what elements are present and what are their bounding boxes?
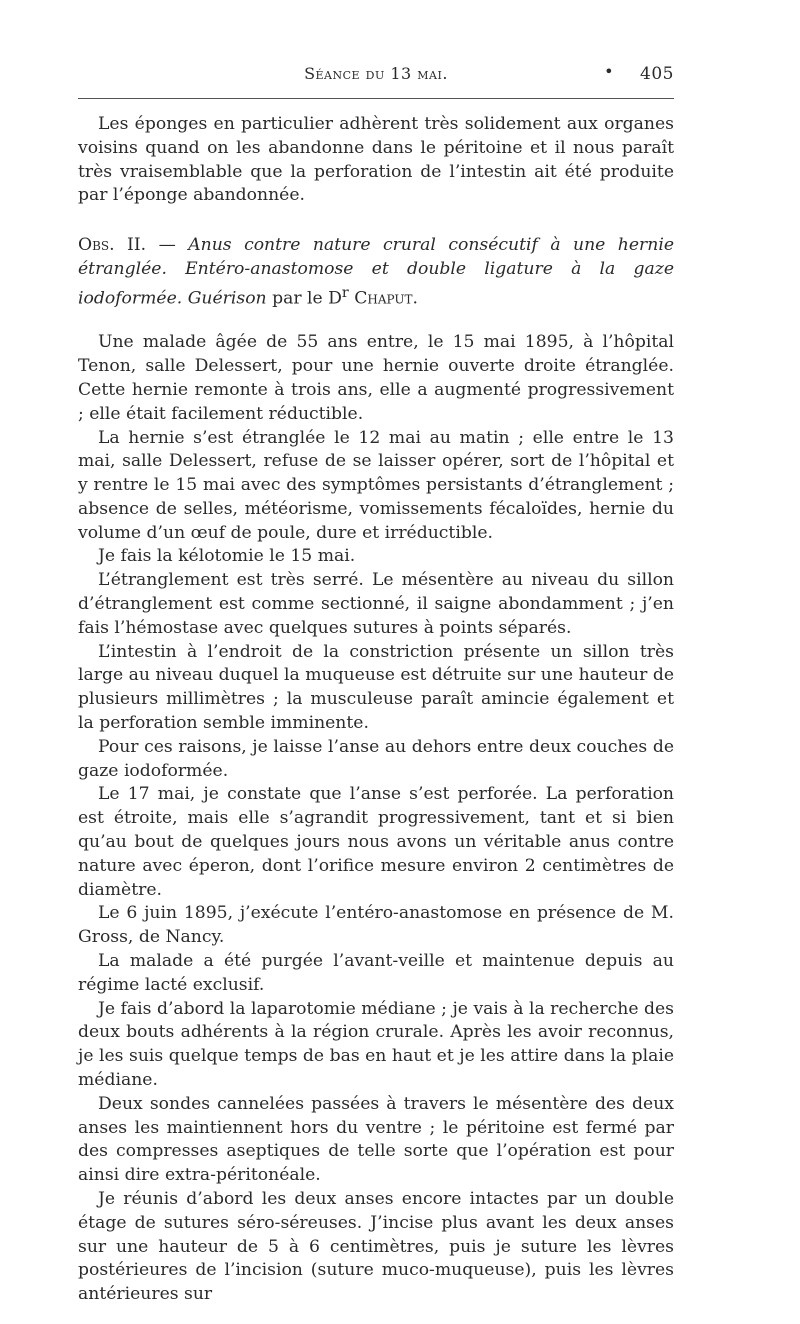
case-body: [78, 331, 674, 1307]
observation-label: Obs. II. —: [78, 235, 176, 256]
body-paragraph: L’étranglement est très serré. Le mésentère au niveau du sillon d’étranglement est comme sectionné, il saigne abondamment ; j’en fais l’hémostase avec quelques sutures à points séparés.: [78, 570, 674, 638]
body-paragraph: Le 17 mai, je constate que l’anse s’est perforée. La perforation est étroite, mais elle s’agrandit progressivement, tant et si bien qu’au bout de quelques jours nous avons un véritable anus contre nature avec éperon, dont l’orifice mesure environ 2 centimètres de diamètre.: [78, 784, 674, 900]
body-paragraph: Je réunis d’abord les deux anses encore intactes par un double étage de sutures séro-séreuses. J’incise plus avant les deux anses sur une hauteur de 5 à 6 centimètres, puis je suture les lèvres postérieures de l’incision (suture muco-muqueuse), puis les lèvres antérieures sur: [78, 1189, 674, 1305]
observation-author: Chaput.: [354, 288, 418, 309]
body-paragraph: Pour ces raisons, je laisse l’anse au dehors entre deux couches de gaze iodoformée.: [78, 736, 674, 781]
intro-paragraph: Les éponges en particulier adhèrent très solidement aux organes voisins quand on les abandonne dans le péritoine et il nous paraît très vraisemblable que la perforation de l’intestin ait été produite par l’éponge abandonnée.: [78, 114, 674, 206]
body-paragraph: Deux sondes cannelées passées à travers le mésentère des deux anses les maintiennent hors du ventre ; le péritoine est fermé par des compresses aseptiques de telle sorte que l’opération est pour ainsi dire extra-péritonéale.: [78, 1093, 674, 1186]
page-number: 405: [640, 64, 674, 84]
page-header: [78, 58, 674, 88]
body-paragraph: Je fais la kélotomie le 15 mai.: [98, 546, 356, 567]
body-paragraph: Je fais d’abord la laparotomie médiane ; je vais à la recherche des deux bouts adhérents à la région crurale. Après les avoir reconnus, je les suis quelque temps de bas en haut et je les attire dans la plaie médiane.: [78, 998, 674, 1091]
body-paragraph: La hernie s’est étranglée le 12 mai au matin ; elle entre le 13 mai, salle Delessert, refuse de se laisser opérer, sort de l’hôpital et y rentre le 15 mai avec des symptômes persistants d’étranglement ; absence de selles, météorisme, vomissements fécaloïdes, hernie du volume d’un œuf de poule, dure et irréductible.: [78, 427, 674, 543]
observation-heading: [78, 234, 674, 311]
observation-byline-sup: r: [341, 284, 349, 301]
body-paragraph: La malade a été purgée l’avant-veille et maintenue depuis au régime lacté exclusif.: [78, 951, 674, 995]
observation-byline-prefix: par le D: [272, 288, 342, 309]
running-title: Séance du 13 mai.: [304, 64, 448, 83]
observation-title: Anus contre nature crural consécutif à une hernie étranglée. Entéro-anastomose et double ligature à la gaze iodoformée. Guérison: [78, 235, 674, 309]
body-paragraph: Le 6 juin 1895, j’exécute l’entéro-anastomose en présence de M. Gross, de Nancy.: [78, 903, 674, 948]
header-rule: [78, 98, 674, 99]
body-paragraph: L’intestin à l’endroit de la constriction présente un sillon très large au niveau duquel la muqueuse est détruite sur une hauteur de plusieurs millimètres ; la musculeuse paraît amincie également et la perforation semble imminente.: [78, 641, 674, 734]
header-bullet: •: [604, 62, 614, 81]
body-paragraph: Une malade âgée de 55 ans entre, le 15 mai 1895, à l’hôpital Tenon, salle Delessert, pour une hernie ouverte droite étranglée. Cette hernie remonte à trois ans, elle a augmenté progressivement ; elle était facilement réductible.: [78, 332, 674, 424]
book-page: [78, 58, 674, 1307]
